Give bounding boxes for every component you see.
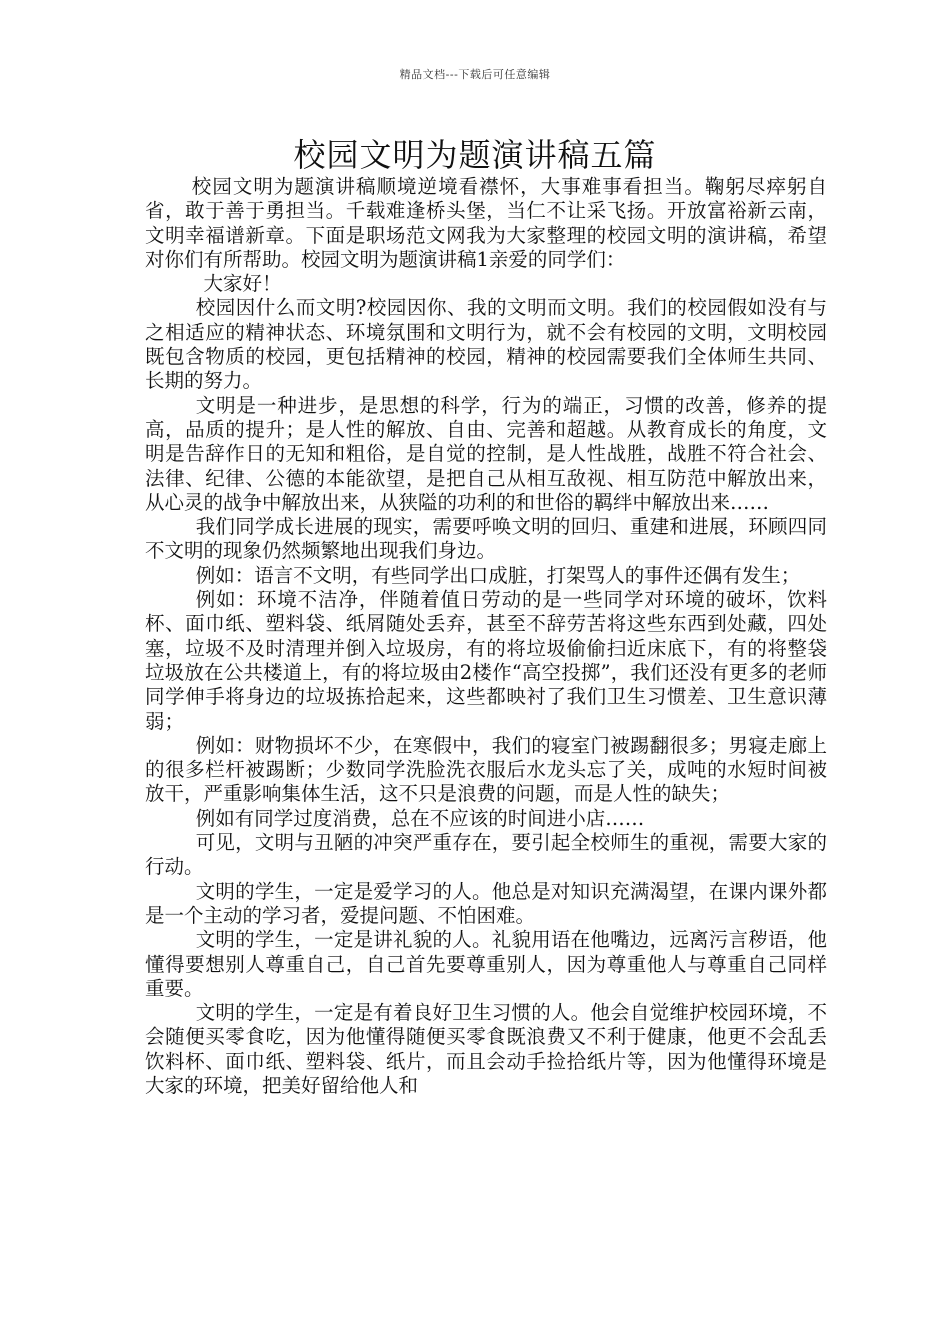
paragraph-greeting: 大家好！ bbox=[203, 272, 282, 296]
paragraph: 文明的学生，一定是爱学习的人。他总是对知识充满渴望，在课内课外都是一个主动的学习者，爱提问题、不怕困难。 bbox=[145, 879, 827, 927]
paragraph: 我们同学成长进展的现实，需要呼唤文明的回归、重建和进展，环顾四同不文明的现象仍然频繁地出现我们身边。 bbox=[145, 515, 827, 563]
document-body bbox=[145, 175, 827, 1098]
paragraph: 例如：财物损坏不少，在寒假中，我们的寝室门被踢翻很多；男寝走廊上的很多栏杆被踢断；少数同学洗脸洗衣服后水龙头忘了关，成吨的水短时间被放干，严重影响集体生活，这不只是浪费的问题，而是人性的缺失； bbox=[145, 733, 827, 806]
paragraph: 例如：环境不洁净，伴随着值日劳动的是一些同学对环境的破坏，饮料杯、面巾纸、塑料袋、纸屑随处丢弃，甚至不辞劳苦将这些东西到处藏，四处塞，垃圾不及时清理并倒入垃圾房，有的将垃圾偷偷扫近床底下，有的将整袋垃圾放在公共楼道上，有的将垃圾由2楼作“高空投掷”，我们还没有更多的老师同学伸手将身边的垃圾拣拾起来，这些都映衬了我们卫生习惯差、卫生意识薄弱； bbox=[145, 588, 827, 733]
paragraph: 例如有同学过度消费，总在不应该的时间进小店…… bbox=[195, 806, 645, 830]
header-note: 精品文档---下载后可任意编辑 bbox=[399, 68, 551, 81]
paragraph: 文明是一种进步，是思想的科学，行为的端正，习惯的改善，修养的提高，品质的提升；是人性的解放、自由、完善和超越。从教育成长的角度，文明是告辞作日的无知和粗俗，是自觉的控制，是人性战胜，战胜不符合社会、法律、纪律、公德的本能欲望，是把自己从相互敌视、相互防范中解放出来，从心灵的战争中解放出来，从狭隘的功利的和世俗的羁绊中解放出来…… bbox=[145, 393, 827, 514]
paragraph-intro: 校园文明为题演讲稿顺境逆境看襟怀，大事难事看担当。鞠躬尽瘁躬自省，敢于善于勇担当。千载难逢桥头堡，当仁不让采飞扬。开放富裕新云南，文明幸福谱新章。下面是职场范文网我为大家整理的校园文明的演讲稿，希望对你们有所帮助。校园文明为题演讲稿1亲爱的同学们： bbox=[145, 175, 827, 271]
paragraph: 可见，文明与丑陋的冲突严重存在，要引起全校师生的重视，需要大家的行动。 bbox=[145, 831, 827, 879]
paragraph: 文明的学生，一定是讲礼貌的人。礼貌用语在他嘴边，远离污言秽语，他懂得要想别人尊重自己，自己首先要尊重别人，因为尊重他人与尊重自己同样重要。 bbox=[145, 928, 827, 1000]
document-title: 校园文明为题演讲稿五篇 bbox=[293, 136, 657, 174]
paragraph: 校园因什么而文明?校园因你、我的文明而文明。我们的校园假如没有与之相适应的精神状态、环境氛围和文明行为，就不会有校园的文明，文明校园既包含物质的校园，更包括精神的校园，精神的校园需要我们全体师生共同、长期的努力。 bbox=[145, 296, 827, 393]
paragraph: 例如：语言不文明，有些同学出口成脏，打架骂人的事件还偶有发生； bbox=[195, 563, 801, 587]
paragraph: 文明的学生，一定是有着良好卫生习惯的人。他会自觉维护校园环境，不会随便买零食吃，因为他懂得随便买零食既浪费又不利于健康，他更不会乱丢饮料杯、面巾纸、塑料袋、纸片，而且会动手捡拾纸片等，因为他懂得环境是大家的环境，把美好留给他人和 bbox=[145, 1001, 827, 1097]
